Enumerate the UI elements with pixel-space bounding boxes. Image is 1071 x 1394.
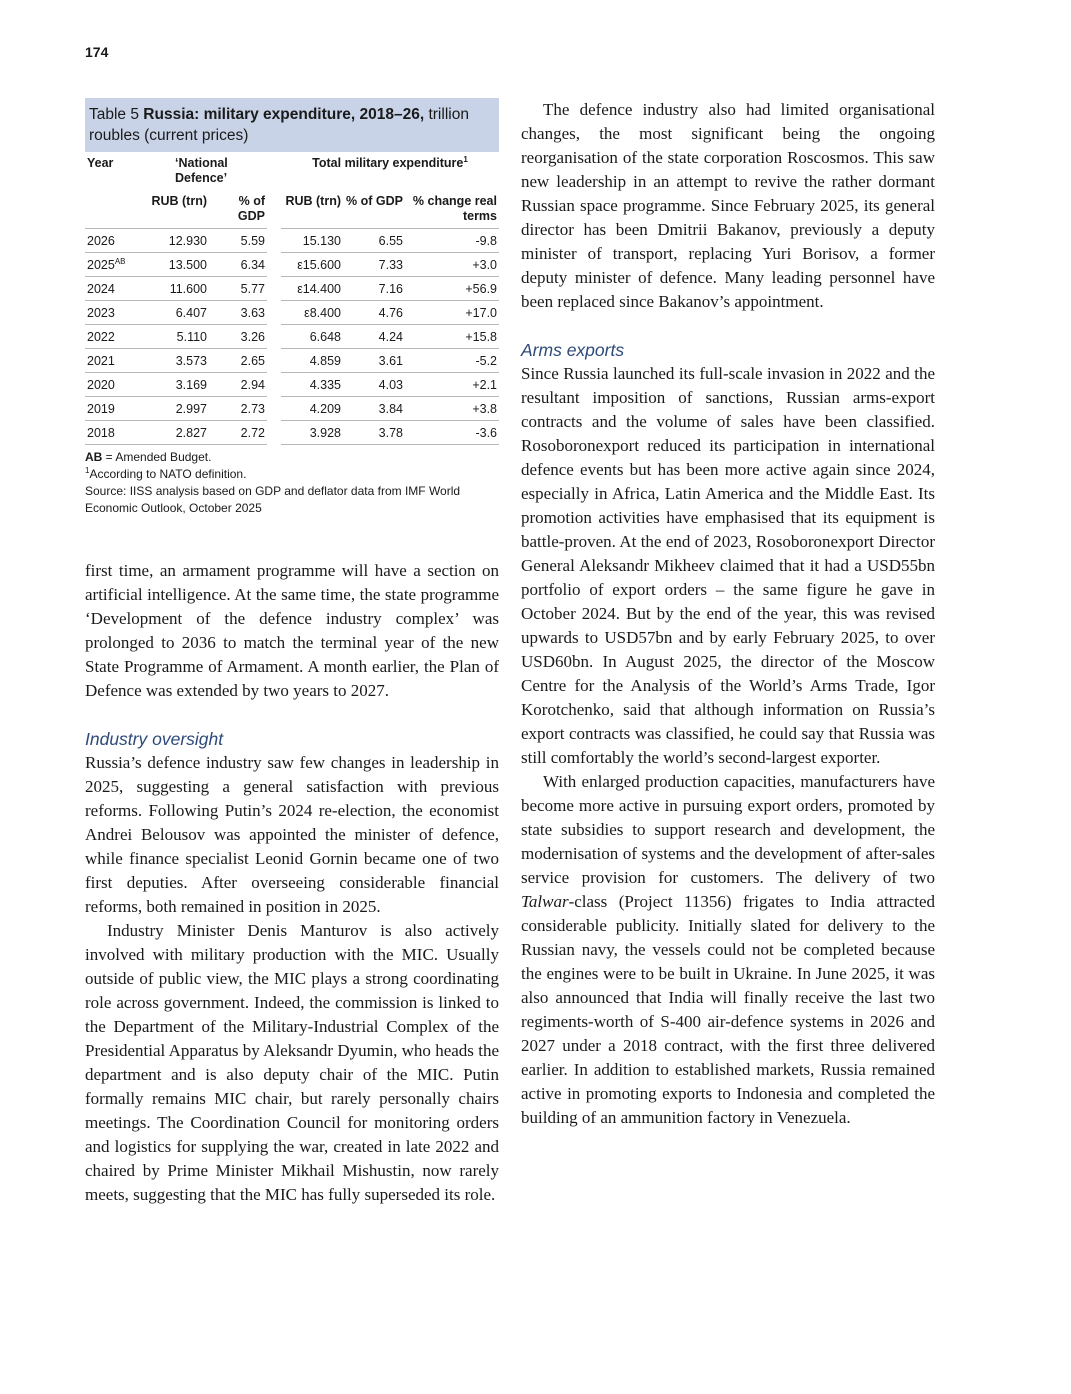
cell-tm-rub-value: 3.928 [309,425,341,440]
cell-year-value: 2026 [87,233,115,248]
cell-nd-rub-value: 3.169 [175,377,207,392]
cell-tm-gdp-value: 4.76 [378,305,403,320]
cell-change [405,325,499,349]
note-1-text: According to NATO definition. [89,467,247,481]
header-national-defence: ‘National Defence’ [175,156,228,185]
cell-tm-rub-value: 4.859 [309,353,341,368]
cell-nd-rub [145,229,209,253]
cell-nd-rub-value: 2.827 [175,425,207,440]
cell-change-value: +17.0 [465,305,497,320]
cell-nd-rub-value: 6.407 [175,305,207,320]
cell-nd-rub [145,325,209,349]
table-body [85,229,499,445]
cell-nd-gdp-value: 2.65 [240,353,265,368]
header-nd-rub: RUB (trn) [145,190,209,229]
cell-nd-rub-value: 13.500 [168,257,207,272]
cell-nd-rub-value: 5.110 [176,329,207,344]
left-paragraph-1: first time, an armament programme will have a section on artificial intelligence. At the same time, the state programme ‘Development of the defence industry complex’ was prolonged to 2036 to match the terminal year of the new State Programme of Armament. A month earlier, the Plan of Defence was extended by two years to 2027. [85,561,499,700]
note-1 [85,466,499,483]
table-caption-prefix: Table 5 [89,106,144,123]
cell-year-value: 2024 [87,281,115,296]
right-paragraph-3-part-a: With enlarged production capacities, manufacturers have become more active in pursuing export orders, promoted by state subsidies to support research and development, the modernisation of systems and the development of after-sales service provision for customers. The delivery of two [521,772,935,887]
table-row [85,373,499,397]
table-row [85,277,499,301]
header-change: % change real terms [405,190,499,229]
header-year: Year [87,156,114,170]
cell-nd-gdp [209,277,267,301]
table-row [85,325,499,349]
cell-year-value: 2018 [87,425,115,440]
cell-tm-gdp-value: 4.24 [378,329,403,344]
cell-nd-rub [145,397,209,421]
cell-year [85,421,145,445]
cell-nd-rub [145,373,209,397]
cell-tm-rub [281,301,343,325]
year-footnote: AB [114,256,126,266]
cell-year-value: 2023 [87,305,115,320]
cell-nd-gdp-value: 3.63 [240,305,265,320]
cell-change [405,277,499,301]
cell-change [405,397,499,421]
header-total-military-expenditure [281,152,499,190]
header-tm-rub: RUB (trn) [281,190,343,229]
cell-year [85,397,145,421]
right-paragraph-3 [521,770,935,1130]
cell-tm-rub [281,277,343,301]
cell-tm-rub-value: 15.130 [302,233,341,248]
table-row [85,397,499,421]
cell-tm-rub-value: 4.209 [309,401,341,416]
header-total-label: Total military expenditure [312,156,464,170]
cell-change-value: +15.8 [465,329,497,344]
talwar-italic: Talwar [521,892,569,911]
right-column [521,98,935,1130]
cell-year [85,277,145,301]
cell-tm-rub [281,253,343,277]
cell-year [85,229,145,253]
cell-nd-gdp [209,421,267,445]
cell-change [405,229,499,253]
cell-change [405,301,499,325]
table-notes [85,449,499,517]
cell-change [405,373,499,397]
left-column [85,98,499,1207]
cell-year-value: 2020 [87,377,115,392]
cell-nd-gdp [209,349,267,373]
cell-tm-gdp [343,277,405,301]
cell-tm-gdp [343,397,405,421]
cell-nd-gdp [209,301,267,325]
cell-change [405,349,499,373]
cell-nd-gdp-value: 3.26 [240,329,265,344]
table-caption [85,98,499,152]
cell-tm-gdp-value: 6.55 [378,233,403,248]
cell-nd-gdp-value: 6.34 [240,257,265,272]
cell-tm-rub-value: ε8.400 [304,305,341,320]
cell-nd-gdp [209,397,267,421]
cell-change-value: -9.8 [475,233,497,248]
left-paragraph-3: Industry Minister Denis Manturov is also actively involved with military production with the MIC. Usually outside of public view, the MIC plays a strong coordinating role across government. Indeed, the commission is linked to the Department of the Military-Industrial Complex of the Presidential Apparatus by Aleksandr Dyumin, who heads the department and is also deputy chair of the MIC. Putin formally remains MIC chair, but rarely personally chairs meetings. The Coordination Council for monitoring orders and logistics for supplying the war, created in late 2022 and chaired by Prime Minister Mikhail Mishustin, now rarely meets, suggesting that the MIC has fully superseded its role. [85,921,499,1204]
note-ab [85,449,499,466]
cell-tm-gdp-value: 7.16 [378,281,403,296]
table-row [85,301,499,325]
cell-nd-rub [145,349,209,373]
right-paragraph-1: The defence industry also had limited organisational changes, the most significant being the ongoing reorganisation of the state corporation Roscosmos. This saw new leadership in an attempt to revive the rather dormant Russian space programme. Since February 2025, its general director has been Dmitrii Bakanov, previously a deputy minister of transport, replacing Yuri Borisov, a former deputy minister of defence. Many leading personnel have been replaced since Bakanov’s appointment. [521,100,935,311]
table-row [85,421,499,445]
header-tm-gdp: % of GDP [343,190,405,229]
cell-tm-gdp-value: 3.84 [378,401,403,416]
cell-tm-gdp-value: 4.03 [378,377,403,392]
cell-tm-gdp [343,253,405,277]
cell-tm-gdp [343,301,405,325]
header-nd-gdp: % of GDP [209,190,267,229]
cell-tm-rub-value: 4.335 [309,377,341,392]
heading-industry-oversight: Industry oversight [85,729,224,749]
cell-nd-rub-value: 2.997 [175,401,207,416]
cell-tm-rub [281,397,343,421]
note-ab-key: AB [85,450,103,464]
page-number: 174 [85,44,109,60]
note-ab-text: = Amended Budget. [102,450,212,464]
cell-change-value: +2.1 [472,377,497,392]
cell-nd-rub [145,421,209,445]
cell-year-value: 2019 [87,401,115,416]
cell-tm-rub [281,421,343,445]
cell-nd-rub [145,277,209,301]
right-paragraph-2: Since Russia launched its full-scale invasion in 2022 and the resultant imposition of sanctions, Russian arms-export contracts and the volume of sales have been classified. Rosoboronexport reduced its participation in international defence events but has been more active again since 2024, especially in Africa, Latin America and the Middle East. Its promotion activities have emphasised that its equipment is battle-proven. At the end of 2023, Rosoboronexport Director General Aleksandr Mikheev claimed that it had a USD55bn portfolio of export orders – the same figure he gave in October 2024. But by the end of the year, this was revised upwards to USD57bn and by early February 2025, to over USD60bn. In August 2025, the director of the Moscow Centre for the Analysis of the World’s Arms Trade, Igor Korotchenko, said that although information on Russia’s export contracts was classified, he could say that Russia was still comfortably the world’s second-largest exporter. [521,364,935,767]
table-row [85,253,499,277]
cell-nd-gdp-value: 2.72 [240,425,265,440]
cell-nd-gdp-value: 5.59 [240,233,265,248]
cell-change [405,253,499,277]
table-source: Source: IISS analysis based on GDP and deflator data from IMF World Economic Outlook, October 2025 [85,484,461,515]
cell-change-value: +3.8 [472,401,497,416]
cell-tm-rub-value: ε14.400 [297,281,341,296]
cell-change-value: +3.0 [472,257,497,272]
cell-year [85,373,145,397]
cell-nd-gdp-value: 2.73 [240,401,265,416]
cell-tm-gdp [343,373,405,397]
cell-nd-gdp [209,325,267,349]
cell-nd-rub [145,301,209,325]
cell-tm-rub-value: 6.648 [309,329,341,344]
heading-arms-exports: Arms exports [521,340,625,360]
cell-tm-gdp [343,349,405,373]
cell-nd-gdp-value: 5.77 [240,281,265,296]
cell-nd-rub-value: 11.600 [169,281,207,296]
cell-nd-rub [145,253,209,277]
table-caption-title: Russia: military expenditure, 2018–26, [143,106,425,123]
cell-year [85,325,145,349]
expenditure-table [85,152,499,445]
cell-tm-gdp [343,229,405,253]
cell-tm-gdp [343,325,405,349]
cell-tm-rub [281,229,343,253]
cell-year-value: 2021 [87,353,115,368]
cell-nd-gdp-value: 2.94 [240,377,265,392]
cell-year [85,301,145,325]
expenditure-table-box [85,98,499,517]
cell-tm-rub [281,349,343,373]
cell-year-value: 2022 [87,329,115,344]
header-total-footnote: 1 [463,154,468,164]
cell-nd-gdp [209,229,267,253]
table-row [85,229,499,253]
cell-change-value: -3.6 [475,425,497,440]
cell-year [85,349,145,373]
cell-tm-gdp-value: 7.33 [378,257,403,272]
note-1-marker: 1 [85,466,90,475]
cell-change-value: +56.9 [465,281,497,296]
table-row [85,349,499,373]
cell-tm-rub [281,373,343,397]
cell-nd-gdp [209,373,267,397]
left-paragraph-2: Russia’s defence industry saw few changes in leadership in 2025, suggesting a general satisfaction with previous reforms. Following Putin’s 2024 re-election, the economist Andrei Belousov was appointed the minister of defence, while finance specialist Leonid Gornin became one of two first deputies. After overseeing considerable financial reforms, both remained in position in 2025. [85,753,499,916]
cell-tm-gdp-value: 3.61 [378,353,403,368]
table-caption-rest: trillion roubles (current prices) [89,106,469,144]
cell-tm-rub [281,325,343,349]
cell-change [405,421,499,445]
cell-nd-gdp [209,253,267,277]
cell-tm-gdp [343,421,405,445]
cell-year-value: 2025 [87,257,115,272]
right-paragraph-3-part-b: -class (Project 11356) frigates to India attracted considerable publicity. Initially slated for delivery to the Russian navy, the vessels could not be completed because the engines were to be built in Ukraine. In June 2025, it was also announced that India will finally receive the last two regiments-worth of S-400 air-defence systems in 2026 and 2027 under a 2018 contract, with the first three delivered earlier. In addition to established markets, Russia remained active in promoting exports to Indonesia and completed the building of an ammunition factory in Venezuela. [521,892,935,1127]
cell-tm-gdp-value: 3.78 [378,425,403,440]
cell-nd-rub-value: 12.930 [168,233,207,248]
cell-change-value: -5.2 [475,353,497,368]
cell-year [85,253,145,277]
cell-tm-rub-value: ε15.600 [297,257,341,272]
cell-nd-rub-value: 3.573 [175,353,207,368]
